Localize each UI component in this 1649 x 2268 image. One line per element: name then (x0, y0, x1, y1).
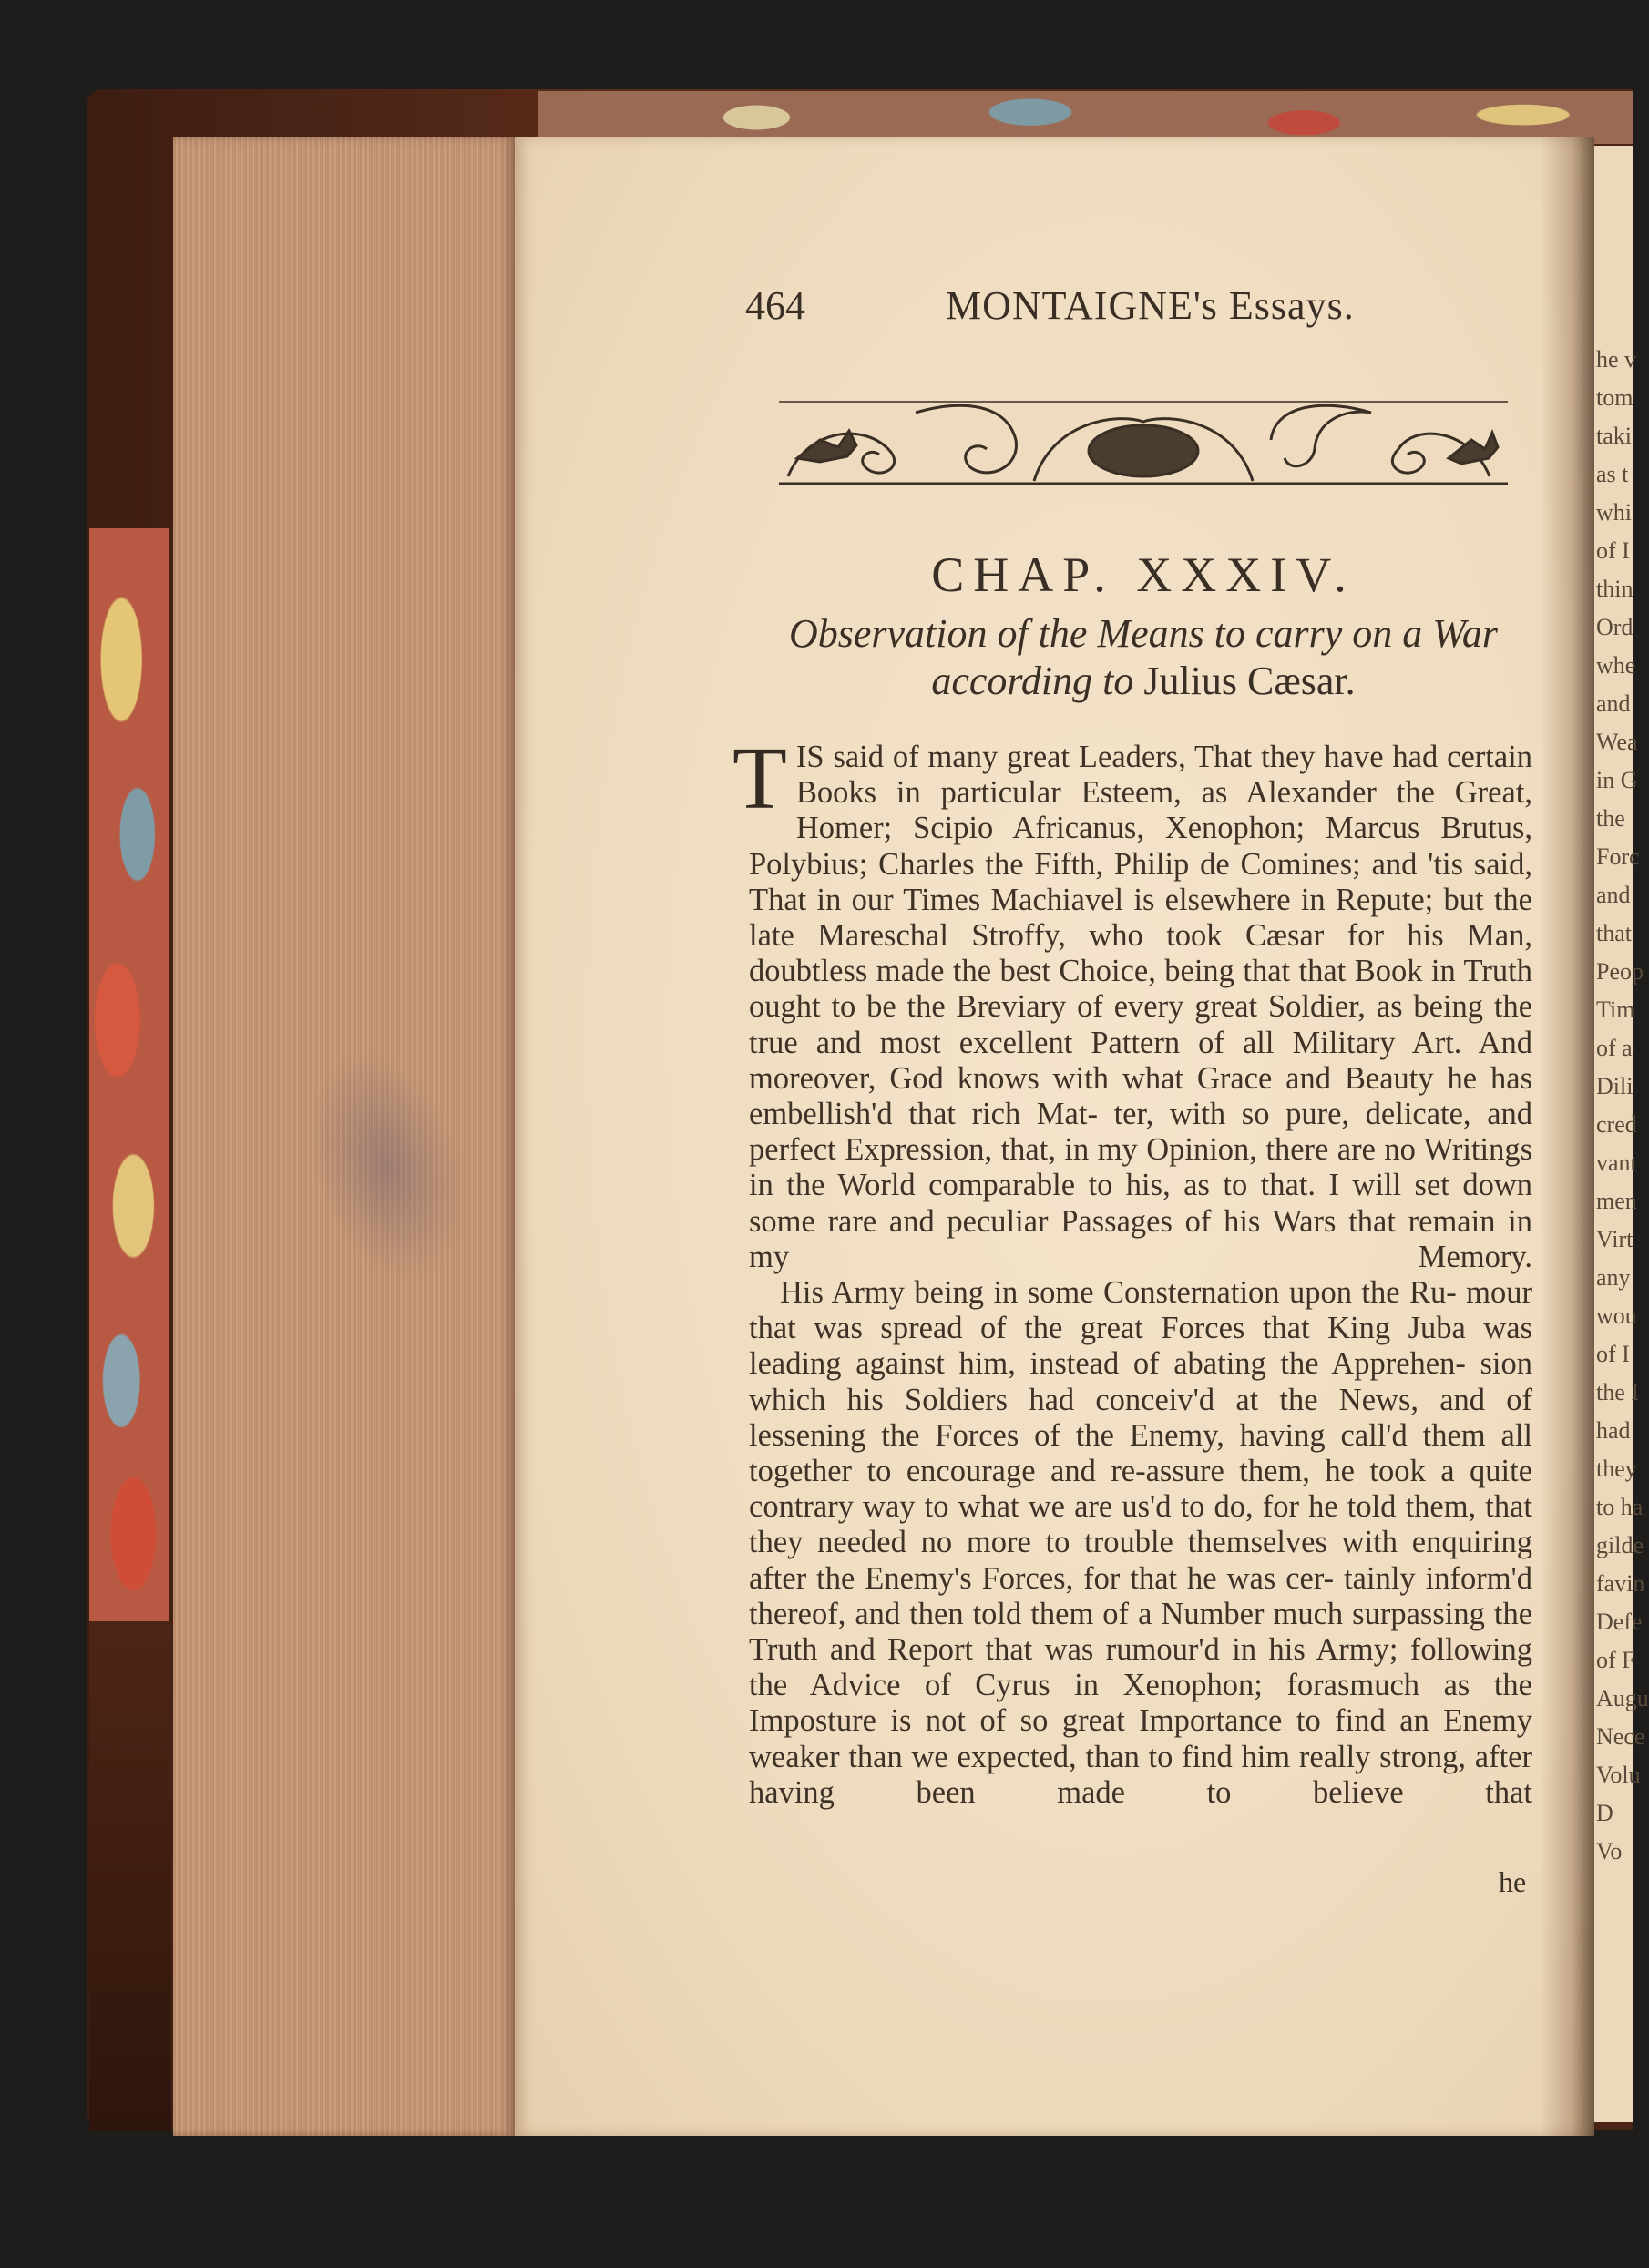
text-line: in his Army; following the Advice of Cyrus in Xenophon; (749, 1632, 1533, 1703)
text-line: of lessening the Forces of the Enemy, having call'd them (749, 1382, 1533, 1453)
headpiece-ornament-icon (779, 394, 1508, 490)
facing-page-fragment: favin (1596, 1570, 1645, 1597)
running-title: MONTAIGNE's Essays. (946, 283, 1355, 328)
facing-page-fragment: Dili (1596, 1073, 1634, 1099)
text-line: great Soldier, as being the true and most excellent Pattern (749, 989, 1533, 1060)
facing-page-fragment: whe (1596, 652, 1636, 679)
drop-cap: T (732, 730, 787, 828)
text-line: comparable to his, as to that. I will set down some rare (749, 1168, 1533, 1239)
facing-page-fragment: the I (1596, 1379, 1639, 1405)
page-number: 464 (745, 283, 805, 328)
text-line: to find an Enemy weaker than we expected, than to find (749, 1703, 1533, 1774)
facing-page-fragment: men (1596, 1188, 1637, 1214)
text-line: tainly inform'd thereof, and then told them of a Number (749, 1560, 1532, 1631)
leather-corner (89, 1621, 171, 2131)
text-line: Brutus, Polybius; Charles the Fifth, Philip de Comines; (749, 811, 1533, 882)
facing-page-fragment: Tim (1596, 996, 1635, 1023)
text-line: what Grace and Beauty he has embellish'd that rich Mat- (749, 1060, 1532, 1132)
text-line: in my Opinion, there are no Writings in the World (749, 1132, 1533, 1203)
facing-page-fragment: and (1596, 690, 1631, 717)
text-line: quite contrary way to what we are us'd to do, for he told (749, 1454, 1533, 1525)
facing-page-fragment: had (1596, 1417, 1631, 1444)
text-line: His Army being in some Consternation upon the Ru- (780, 1275, 1457, 1311)
chapter-heading: CHAP. XXXIV. (931, 547, 1356, 602)
subtitle-italic: Observation of the Means to carry on a War according to (788, 611, 1499, 703)
facing-page-fragment: whi (1596, 499, 1632, 526)
facing-page-fragment: Defe (1596, 1609, 1643, 1635)
text-line: sion which his Soldiers had conceiv'd at the News, and (749, 1346, 1533, 1417)
marbled-board-edge (89, 528, 169, 1621)
text-line: was leading against him, instead of abating the Apprehen- (749, 1311, 1532, 1382)
paragraph-1 (732, 730, 1533, 1275)
text-line: and peculiar Passages of his Wars that remain in my (749, 1203, 1532, 1274)
facing-page-fragment: Peop (1596, 958, 1644, 985)
text-line: enquiring after the Enemy's Forces, for that he was cer- (749, 1525, 1532, 1596)
text-line: forasmuch as the Imposture is not of so great Importance (749, 1668, 1532, 1739)
text-line: them, that they needed no more to trouble themselves with (749, 1489, 1533, 1560)
facing-page-fragment: to ha (1596, 1494, 1644, 1520)
text-line: for his Man, doubtless made the best Choice, being that (749, 918, 1533, 989)
text-line: certain Books in particular Esteem, as Alexander (795, 740, 1533, 811)
facing-page-fragment: tom (1596, 384, 1634, 411)
facing-page-fragment: of I (1596, 1341, 1630, 1367)
facing-page-fragment: cred (1596, 1111, 1637, 1138)
facing-page-fragment: any (1596, 1264, 1631, 1291)
facing-page-fragment: of I (1596, 537, 1630, 564)
facing-page-fragment: Volu (1596, 1762, 1641, 1788)
body-text (732, 730, 1533, 1811)
paragraph-2 (749, 1275, 1532, 1811)
facing-page-fragment: that (1596, 920, 1632, 946)
facing-page-fragment: and (1596, 882, 1631, 908)
text-line: him really strong, after having been made to believe that (749, 1739, 1532, 1810)
facing-page-fragment: Ord (1596, 614, 1634, 640)
facing-page-fragment: Virt (1596, 1226, 1634, 1252)
facing-page-fragment: Forc (1596, 843, 1640, 870)
facing-page-fragment: of F (1596, 1647, 1635, 1673)
chapter-subtitle (756, 610, 1531, 705)
facing-page-fragment: Augu (1596, 1685, 1649, 1711)
text-line: mour that was spread of the great Forces that King Juba (749, 1275, 1532, 1346)
facing-page-fragment: vant (1596, 1149, 1637, 1176)
facing-page-fragment: he v (1596, 346, 1637, 373)
facing-page-fragment: of a (1596, 1035, 1633, 1061)
facing-page-fragment: wou (1596, 1303, 1637, 1329)
running-head (745, 282, 1438, 337)
text-line: and 'tis said, That in our Times Machiavel is elsewhere in (749, 846, 1533, 917)
facing-page-fragment: thin (1596, 576, 1634, 602)
text-line: Repute; but the late Mareschal Stroffy, who took Cæsar (749, 882, 1532, 954)
text-line: all together to encourage and re-assure them, he took a (749, 1417, 1532, 1489)
gutter-shadow (1540, 137, 1594, 2136)
facing-page-fragment: Nece (1596, 1723, 1645, 1750)
facing-page-fragment: the (1596, 805, 1625, 832)
subtitle-roman: Julius Cæsar. (1143, 659, 1356, 703)
text-line: Memory. (1418, 1239, 1532, 1274)
text-line: IS said of many great Leaders, That they have had (795, 740, 1439, 774)
facing-page-fragment: D (1596, 1800, 1613, 1826)
facing-page-fragment: Wea (1596, 729, 1638, 755)
facing-page (1594, 146, 1649, 2122)
facing-page-fragment: gilde (1596, 1532, 1644, 1558)
facing-page-fragment: Vo (1596, 1838, 1623, 1864)
text-line: the Great, Homer; Scipio Africanus, Xenophon; Marcus (795, 775, 1533, 846)
text-line: of all Military Art. And moreover, God knows with (749, 1025, 1532, 1096)
text-line: much surpassing the Truth and Report that was rumour'd (749, 1596, 1533, 1668)
facing-page-fragment: in G (1596, 767, 1638, 793)
text-line: ter, with so pure, delicate, and perfect Expression, that, (749, 1097, 1533, 1168)
facing-page-fragment: they (1596, 1456, 1637, 1482)
facing-page-fragment: taki (1596, 423, 1632, 449)
catchword: he (1499, 1865, 1527, 1898)
text-line: that Book in Truth ought to be the Breviary of every (749, 954, 1532, 1025)
facing-page-fragment: as t (1596, 461, 1629, 487)
